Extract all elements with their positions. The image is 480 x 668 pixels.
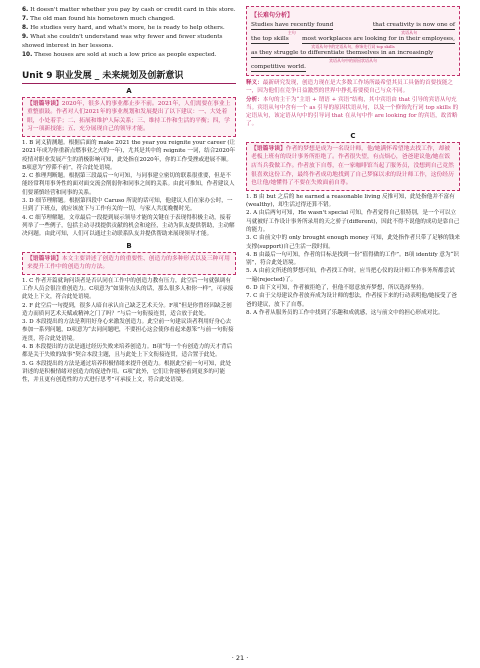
analysis-block: 释义：最新研究发现，创造力现在是大多数工作场所最希望其员工具备的首要技能之一，因为他们在竞争日益激烈的世界中挣扎着要使自己与众不同。 分析：本句的主干为“主语 + 谓语 + 宾语”结构，其中宾语由 that 引导的宾语从句充当。宾语从句中含有一个 as 引导的原因状语从句，以及一个修饰先行词 top skills 的定语从句，该定语从句中的引导词 that 在从句中作 are looking for 的宾语，故省略了。 — [246, 80, 459, 128]
answer-item: 1. B 由 but 之后的 he earned a reasonable living 反推可知，此处指他并不富有(wealthy)，却生活过得还算不错。 — [246, 193, 455, 209]
list-item: 8. He studies very hard, and what's more, he is ready to help others. — [22, 25, 225, 32]
guide-box-c: 【语篇导读】作者的梦想是成为一名设计师，他/她满怀希望地去找工作，却被老板上班有的设计事务所拒绝了。作者很失望，有点烦心，爸爸建议他/她在饭店当兵我做工作。作者放下自尊，在一家咖啡馆当起了服务员，没想到自己竟然很喜欢这份工作，最终作者成功地找到了自己梦寐以求的设计师工作，这份经历也让他/她懂得了不要在失败面前自尊。 — [246, 142, 460, 191]
answers-c — [246, 193, 460, 317]
right-column — [246, 0, 460, 317]
list-item: 7. The old man found his hometown much changed. — [22, 16, 175, 23]
answer-item: 2. F 此空后一句提到，很多人暗自承认自己缺乏艺术天分。F项“但是你曾经因缺乏创造力而质问艺术天赋或精神之门了吗？”与后一句衔接连贯，适合放于此处。 — [22, 302, 232, 317]
section-letter-c: C — [350, 131, 356, 140]
answer-item: 6. D 由下文可知，作者被拒绝了，但他不愿意放弃梦想，所以选择坚持。 — [246, 285, 428, 292]
section-letter-a: A — [126, 86, 132, 95]
answer-item: 5. G 本段提出的方法是通过培养积极情绪来提升创造力。根据此空前一句可知，此处讲述的是积极情绪对创造力的促进作用。G项“此外，它们让你能够看到更多的可能性，并且更有创造性的方式进行思考”可承接上文，符合此处语境。 — [22, 360, 232, 384]
top-items-list — [22, 6, 236, 60]
answers-a — [22, 139, 236, 239]
answer-item: 4. C 细节理解题。文章最后一段提到展示领导才能的关键在于表现得积极主动，接着列举了一些例子，包括主动寻找提供贡献的机会和途径，主动为队友提供帮助，主动解决问题。由此可知，人们可以通过主动联系队友并提供帮助来展现领导才能。 — [22, 214, 235, 238]
answer-item: 3. D 本段提出的方法是利用好身心来激发创造力。此空前一句建议读者利用好身心去参加一系列问题，D项意为“去同问题吧，不要担心这会使你看起来愚笨”与前一句衔接连贯，符合此处语境。 — [22, 319, 234, 342]
answer-item: 4. B 本段提出的方法是通过经历失败来培养创造力。B项“每一个有创造力的天才背后都是关于失败的故事”契合本段主题，且与此处上下文衔接连贯，适合置于此处。 — [22, 344, 233, 359]
list-item: 10. These houses are sold at such a low price as people expected. — [22, 51, 217, 58]
page-number: · 21 · — [231, 654, 249, 662]
left-column — [22, 0, 236, 385]
section-letter-b: B — [126, 241, 132, 250]
unit-header — [22, 66, 236, 84]
answer-item: 1. C 作者开篇就询问读者是否认同在工作中的创造力教有压力，此空后一句就强调有工作人员会很注重创造力。C项意为“如果你点头的话，那么很多人和你一样”，可承接此处上下文，符合此处语境。 — [22, 277, 234, 301]
answer-item: 8. A 作者从服务员的工作中找到了乐趣和成就感，这与前文中的担心形成对比。 — [246, 309, 444, 316]
sentence-analysis-box: 【长难句分析】 Studies have recently found that creativity is now one of 主句 宾语从句 the top skills most workplaces are looking for in their employees, 宾语从句中的定语从句，修饰先行词 top skills as they struggle to differentiate themselves in an increasingly 宾语从句中的原因状语从句 competitive world. — [246, 6, 460, 76]
answer-item: 2. A 由后两句可知，He wasn't special 可知，作者觉得自己很特别，是一个可以立马就被好工作设计事务所录用的天之骄子(different)，因此不得不说他的成功是靠自己的能力。 — [246, 210, 460, 233]
answer-item: 7. C 由于父母建议作者放弃成为设计师的想法，作者接下来的行动表明他/她接受了爸爸的建议，放下了自尊。 — [246, 293, 457, 308]
list-item: 6. It doesn't matter whether you pay by cash or credit card in this store. — [22, 7, 236, 13]
sentence-analysis-title: 【长难句分析】 — [251, 12, 294, 19]
guide-box-a: 【语篇导读】2020年，很多人的事业都止步不前。2021年，人们需要在事业上重整旗鼓。作者对人们2021年的事业规划和发展提出了以下建议：一、大处着眼，小处着手；二、拓展和维护人际关系；三、维持工作和生活的平衡；四，学习一项新技能；五、充分展现自己的领导才能。 — [22, 97, 236, 137]
answer-item: 1. B 词义猜测题。根据后面的 make 2021 the year you reignite your career (让2021年成为你重新点燃事业之火的一年)，尤其是其中的 reignite 一词，结合2020年疫情对职业发展产生的消极影响可知，此处指在2020年，你的工作受挫或进展不顺。B项意为“停滞不前”，符合此处语境。 — [22, 139, 236, 171]
answer-item: 3. C 由前文中的 only brought enough money 可知，此处指作者只带了足够的钱来支撑(support)自己生活一段时间。 — [246, 235, 460, 250]
answer-item: 3. D 细节理解题。根据第四段中 Caruso 所说的话可知，他建议人们在家办公时，一旦到了下班点，就应该放下与工作有关的一切，与家人共度晚餐时光。 — [22, 198, 233, 213]
answer-item: 5. A 由前文所述的梦想可知，作者找工作时，应当把心仪的设计师工作事务所都尝试一遍(rejected)了。 — [246, 268, 455, 283]
answer-item: 4. B 由最后一句可知，作者的目标是找到一份“值得做的工作”。B项 identify 意为“识别”，符合此处语境。 — [246, 251, 460, 267]
unit-title: Unit 9 职业发展 _ 未来规划及创新意识 — [22, 70, 184, 81]
list-item: 9. What she couldn't understand was why fewer and fewer students showed interest in her lessons. — [22, 34, 223, 49]
guide-box-b: 【语篇导读】本文主要讲述了创造力的重要性、创造力的多种形式以及三种可用来提升工作中的创造力的方法。 — [22, 252, 236, 275]
answer-item: 2. C 推理判断题。根据第三段最后一句可知，与同事建立密切的联系很重要，但是不能经常利用事务性的面对面交流会削弱你和同事之间的关系。由此可推知，作者建议人们要谨慎经营和同事的关系。 — [22, 173, 235, 196]
answers-b — [22, 277, 236, 385]
